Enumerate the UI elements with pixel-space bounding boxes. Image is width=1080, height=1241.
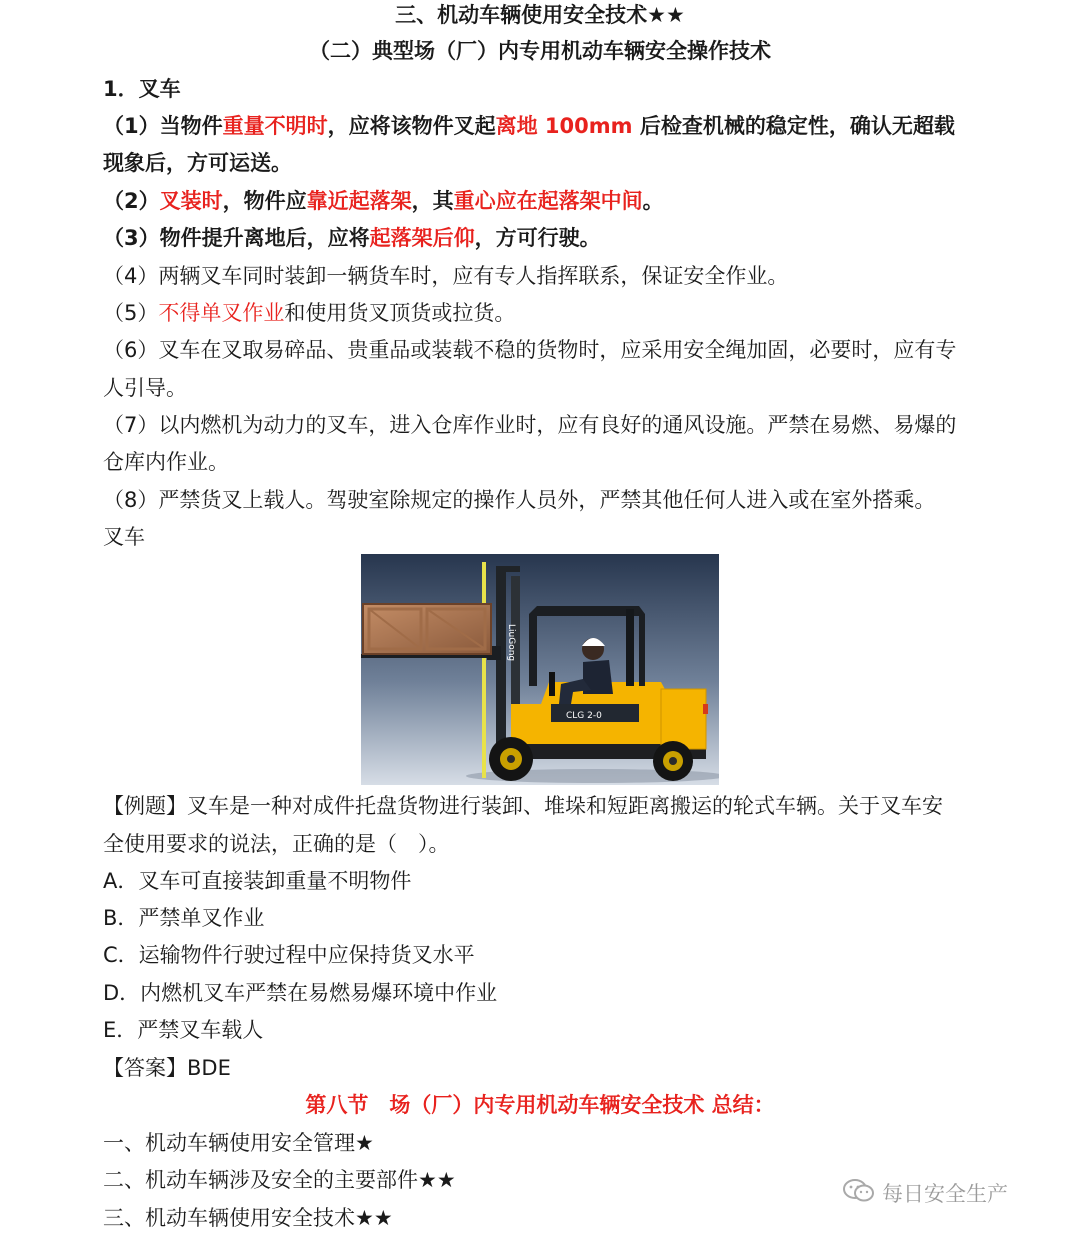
watermark-text: 每日安全生产 (882, 1182, 1008, 1206)
answer: 【答案】BDE (103, 1056, 231, 1080)
rule-2-highlight: 叉装时 (159, 189, 223, 213)
rule-2-text: 。 (642, 189, 664, 213)
rule-2-highlight: 重心应在起落架中间 (453, 189, 643, 213)
forklift-photo (361, 554, 719, 785)
rule-6-line-2: 人引导。 (103, 376, 187, 400)
rule-8: （8）严禁货叉上载人。驾驶室除规定的操作人员外，严禁其他任何人进入或在室外搭乘。 (103, 488, 936, 512)
option-b: B．严禁单叉作业 (103, 906, 265, 930)
option-c: C．运输物件行驶过程中应保持货叉水平 (103, 943, 475, 967)
rule-5-highlight: 不得单叉作业 (158, 301, 285, 325)
rule-3-text: （3）物件提升离地后，应将 (103, 226, 370, 250)
section-subtitle: （二）典型场（厂）内专用机动车辆安全操作技术 (309, 39, 771, 63)
rule-7-line-2: 仓库内作业。 (103, 450, 229, 474)
rule-1-line-1 (103, 111, 955, 141)
summary-item: 三、机动车辆使用安全技术★★ (103, 1206, 393, 1230)
example-question-line-2: 全使用要求的说法，正确的是（ ）。 (103, 832, 450, 856)
rule-1-text: （1）当物件 (103, 114, 223, 138)
summary-item: 二、机动车辆涉及安全的主要部件★★ (103, 1168, 456, 1192)
rule-6-line-1: （6）叉车在叉取易碎品、贵重品或装载不稳的货物时，应采用安全绳加固，必要时，应有专 (103, 338, 957, 362)
forklift-brand: LiuGong (506, 624, 516, 662)
rule-7-line-1: （7）以内燃机为动力的叉车，进入仓库作业时，应有良好的通风设施。严禁在易燃、易爆的 (103, 413, 957, 437)
rule-2-text: （2） (103, 189, 160, 213)
rule-3 (103, 223, 601, 253)
rule-5 (103, 298, 515, 328)
rule-5-text: （5） (103, 301, 159, 325)
rule-1-text: 后检查机械的稳定性，确认无超载 (632, 114, 955, 138)
rule-1-highlight: 重量不明时 (222, 114, 328, 138)
option-e: E．严禁叉车载人 (103, 1018, 264, 1042)
option-d: D．内燃机叉车严禁在易燃易爆环境中作业 (103, 981, 498, 1005)
rule-4: （4）两辆叉车同时装卸一辆货车时，应有专人指挥联系，保证安全作业。 (103, 264, 789, 288)
rule-5-text: 和使用货叉顶货或拉货。 (284, 301, 516, 325)
wheel-icon (489, 737, 533, 781)
watermark (842, 1178, 1008, 1208)
page-title: 三、机动车辆使用安全技术★★ (395, 3, 685, 27)
rule-2-highlight: 靠近起落架 (306, 189, 412, 213)
rule-1-highlight: 离地 100mm (495, 114, 633, 138)
wheel-icon (653, 741, 693, 781)
subsection-heading: 1．叉车 (103, 77, 181, 101)
rule-2 (103, 186, 664, 216)
rule-2-text: ，物件应 (222, 189, 307, 213)
svg-text:CLG 2-0: CLG 2-0 (566, 711, 602, 721)
rule-2-text: ，其 (411, 189, 454, 213)
option-a: A．叉车可直接装卸重量不明物件 (103, 869, 412, 893)
wechat-icon (842, 1178, 876, 1209)
summary-item: 一、机动车辆使用安全管理★ (103, 1131, 374, 1155)
crate-icon (363, 604, 491, 654)
example-question-line-1: 【例题】叉车是一种对成件托盘货物进行装卸、堆垛和短距离搬运的轮式车辆。关于叉车安 (103, 794, 943, 818)
summary-title: 第八节 场（厂）内专用机动车辆安全技术 总结： (305, 1093, 775, 1117)
rule-3-highlight: 起落架后仰 (369, 226, 475, 250)
rule-3-text: ，方可行驶。 (474, 226, 601, 250)
figure-caption: 叉车 (103, 525, 145, 549)
rule-1-text: ，应将该物件叉起 (327, 114, 496, 138)
rule-1-line-2: 现象后，方可运送。 (103, 151, 292, 175)
